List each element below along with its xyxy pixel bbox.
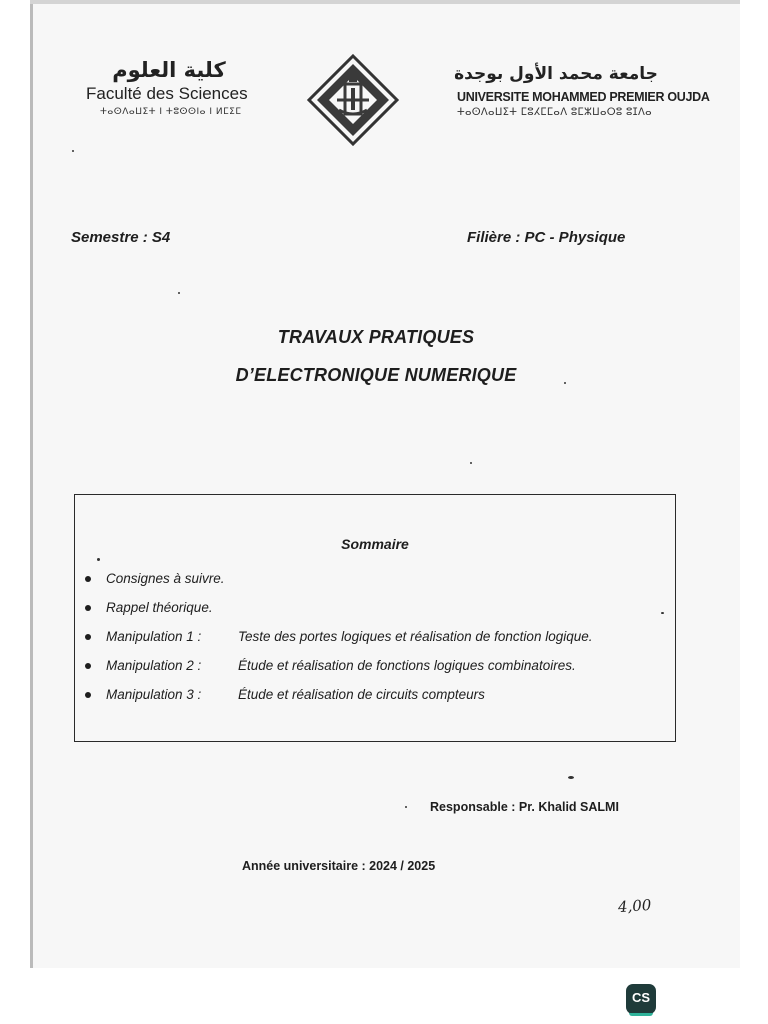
summary-item-label: Manipulation 1 : — [106, 629, 202, 644]
bullet-icon — [85, 692, 91, 698]
summary-item-desc: Étude et réalisation de circuits compteurs — [238, 687, 485, 702]
university-emblem-icon — [307, 54, 399, 146]
semester-label: Semestre : S4 — [71, 229, 171, 246]
scan-speck — [568, 776, 574, 779]
filiere-label: Filière : PC - Physique — [467, 229, 626, 246]
summary-item-label: Consignes à suivre. — [106, 571, 225, 586]
bullet-icon — [85, 663, 91, 669]
academic-year-line: Année universitaire : 2024 / 2025 — [242, 859, 436, 873]
handwritten-note: 4,00 — [617, 895, 652, 917]
page-edge-shadow — [30, 0, 33, 968]
summary-heading: Sommaire — [341, 536, 409, 552]
bullet-icon — [85, 576, 91, 582]
faculty-arabic-name: كلية العلوم — [112, 58, 226, 82]
scan-speck — [661, 612, 664, 614]
summary-item-label: Manipulation 3 : — [106, 687, 202, 702]
camscanner-badge[interactable]: CS — [626, 984, 656, 1014]
page-top-edge — [30, 0, 740, 4]
faculty-tifinagh-name: ⵜⴰⵙⴷⴰⵡⵉⵜ ⵏ ⵜⵓⵙⵙⵏⴰ ⵏ ⵍⵎⵉⵎ — [100, 107, 242, 117]
bullet-icon — [85, 605, 91, 611]
university-name: UNIVERSITE MOHAMMED PREMIER OUJDA — [457, 90, 710, 104]
scan-speck — [178, 292, 180, 294]
faculty-name: Faculté des Sciences — [86, 84, 248, 103]
scan-speck — [405, 806, 407, 808]
university-tifinagh-name: ⵜⴰⵙⴷⴰⵡⵉⵜ ⵎⵓⵃⵎⵎⴰⴷ ⵓⵎⵣⵡⴰⵔⵓ ⵓⵊⴷⴰ — [457, 107, 652, 118]
document-title-line1: TRAVAUX PRATIQUES — [277, 327, 475, 347]
summary-item-desc: Teste des portes logiques et réalisation de fonction logique. — [238, 629, 593, 644]
scan-speck — [97, 558, 100, 561]
scan-speck — [470, 462, 472, 464]
bullet-icon — [85, 634, 91, 640]
summary-item-label: Rappel théorique. — [106, 600, 213, 615]
university-arabic-name: جامعة محمد الأول بوجدة — [454, 64, 658, 84]
summary-item-desc: Étude et réalisation de fonctions logiques combinatoires. — [238, 658, 576, 673]
responsable-line: Responsable : Pr. Khalid SALMI — [430, 800, 619, 814]
scan-speck — [564, 382, 566, 384]
summary-item-label: Manipulation 2 : — [106, 658, 202, 673]
scan-speck — [72, 150, 74, 152]
summary-box — [74, 494, 676, 742]
document-title-line2: D’ELECTRONIQUE NUMERIQUE — [235, 365, 517, 385]
